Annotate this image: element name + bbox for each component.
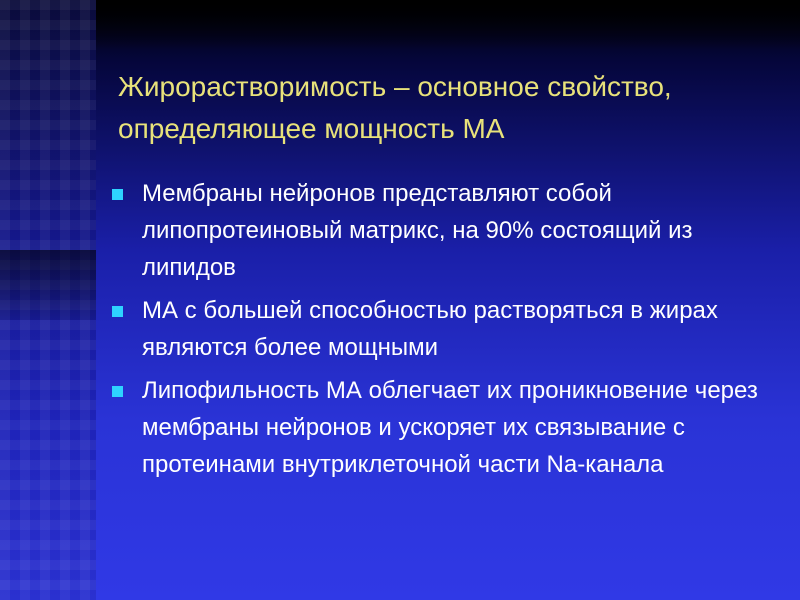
- bullet-text: Липофильность МА облегчает их проникновение через мембраны нейронов и ускоряет их связывание с протеинами внутриклеточной части Na-канала: [142, 377, 758, 478]
- bullet-text: Мембраны нейронов представляют собой липопротеиновый матрикс, на 90% состоящий из липидов: [142, 180, 693, 281]
- bullet-item: [110, 292, 790, 366]
- square-bullet-icon: [112, 386, 123, 397]
- square-bullet-icon: [112, 189, 123, 200]
- slide-title: Жирорастворимость – основное свойство, определяющее мощность МА: [118, 71, 672, 144]
- decorative-dark-band: [0, 250, 96, 320]
- bullet-text: МА с большей способностью растворяться в жирах являются более мощными: [142, 297, 718, 361]
- square-bullet-icon: [112, 306, 123, 317]
- top-shade: [96, 0, 800, 50]
- bullet-list: [110, 175, 790, 489]
- decorative-side-strip: [0, 0, 96, 600]
- bullet-item: [110, 372, 790, 483]
- bullet-item: [110, 175, 790, 286]
